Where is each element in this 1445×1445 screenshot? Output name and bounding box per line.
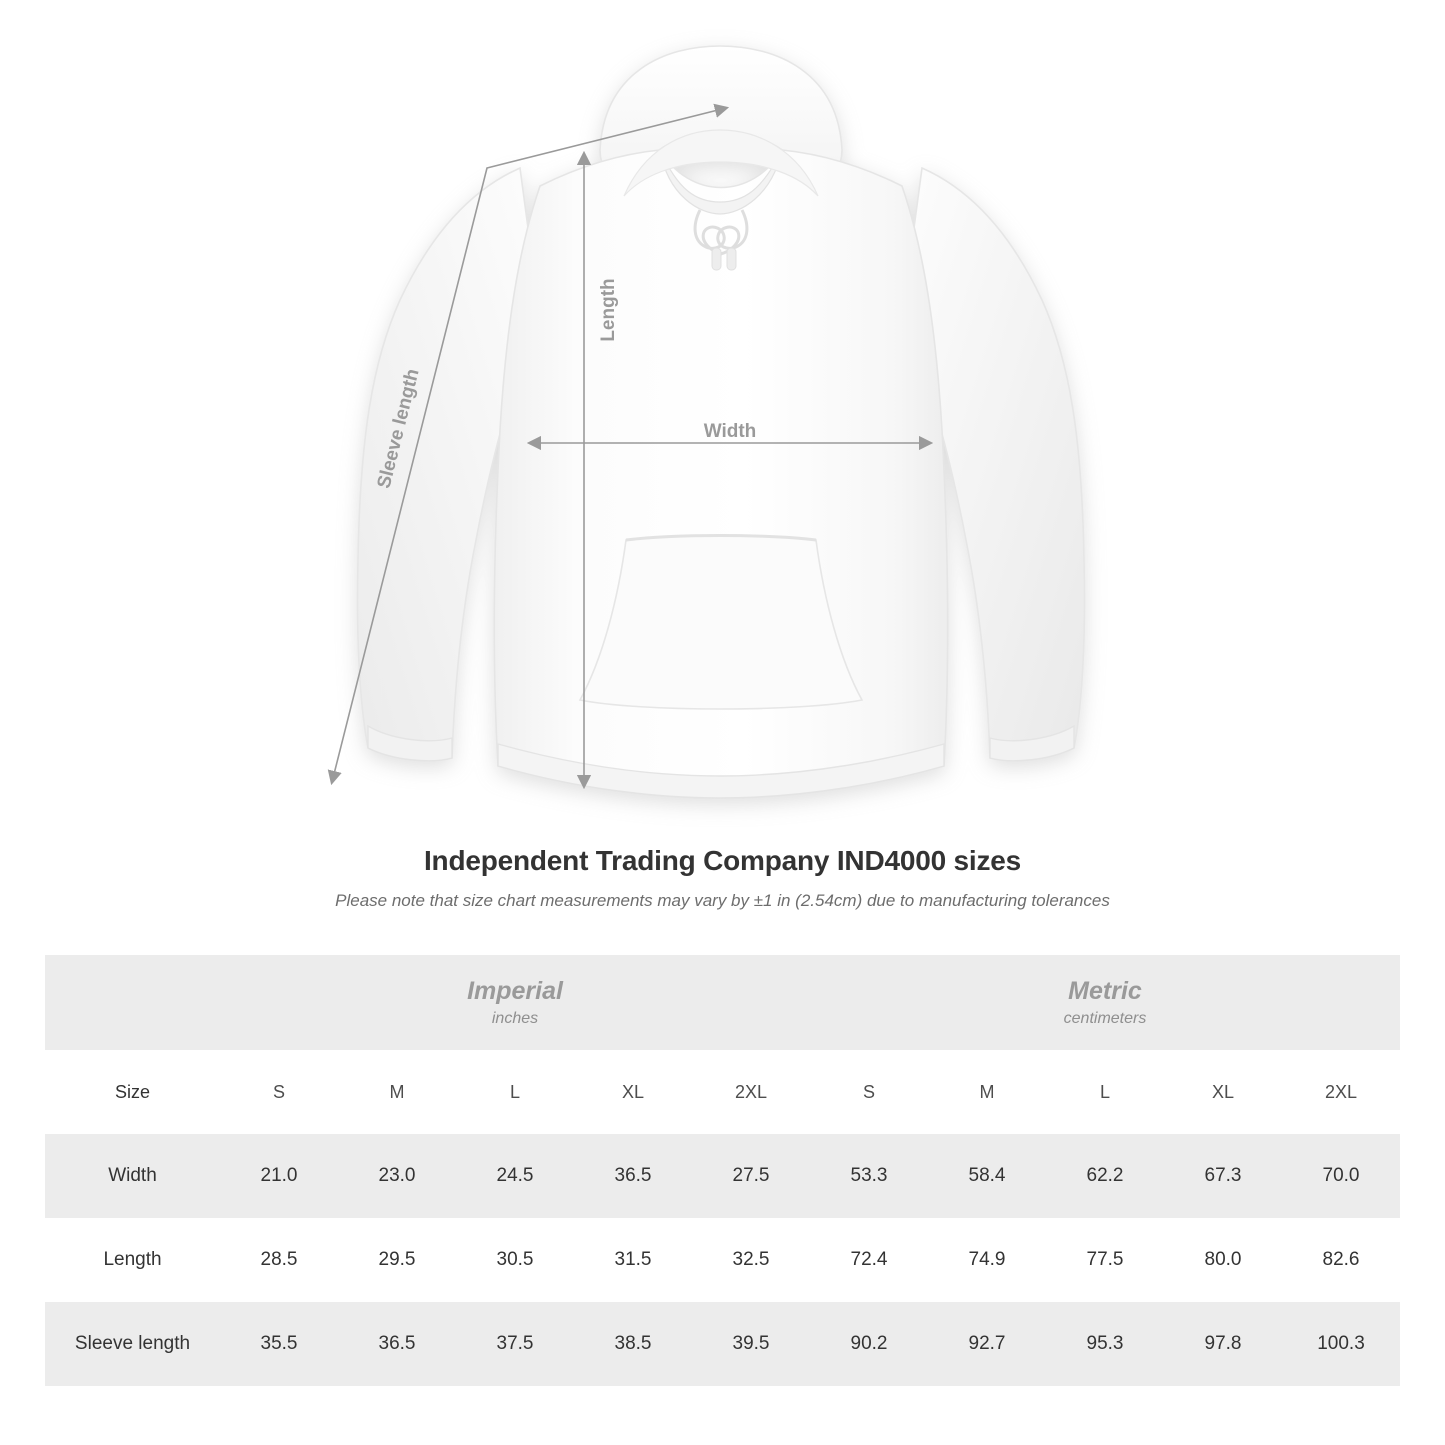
width-label: Width <box>703 421 757 442</box>
cell-sleeve-l-cm: 95.3 <box>1086 1333 1124 1354</box>
cell-sleeve-2xl-cm: 100.3 <box>1317 1333 1365 1354</box>
size-header-2xl-imperial: 2XL <box>734 1081 768 1102</box>
cell-length-l-cm: 77.5 <box>1086 1249 1124 1270</box>
cell-width-s-cm: 53.3 <box>850 1165 888 1186</box>
size-header-m-metric: M <box>979 1081 995 1102</box>
cell-width-xl-in: 36.5 <box>614 1165 652 1186</box>
unit-group-metric-name: Metric <box>1068 977 1142 1006</box>
cell-width-l-cm: 62.2 <box>1086 1165 1124 1186</box>
size-header-s-imperial: S <box>272 1081 285 1102</box>
table-corner-label: Size <box>114 1081 150 1102</box>
cell-sleeve-xl-cm: 97.8 <box>1204 1333 1242 1354</box>
cell-length-s-cm: 72.4 <box>850 1249 888 1270</box>
sleeve-length-label: Sleeve length <box>373 366 424 491</box>
cell-sleeve-s-in: 35.5 <box>260 1333 298 1354</box>
unit-header-row <box>45 955 1400 1050</box>
cell-length-l-in: 30.5 <box>496 1249 534 1270</box>
row-label-width: Width <box>108 1165 157 1186</box>
cell-width-m-in: 23.0 <box>378 1165 416 1186</box>
cell-length-m-in: 29.5 <box>378 1249 416 1270</box>
cell-length-m-cm: 74.9 <box>968 1249 1006 1270</box>
length-label: Length <box>598 278 619 342</box>
row-label-sleeve-length: Sleeve length <box>74 1333 191 1354</box>
size-header-m-imperial: M <box>389 1081 405 1102</box>
cell-width-2xl-cm: 70.0 <box>1322 1165 1360 1186</box>
size-header-s-metric: S <box>862 1081 875 1102</box>
cell-width-s-in: 21.0 <box>260 1165 298 1186</box>
title-block <box>0 845 1445 911</box>
cell-sleeve-s-cm: 90.2 <box>850 1333 888 1354</box>
unit-group-metric-sub: centimeters <box>1063 1009 1147 1027</box>
unit-group-imperial <box>220 955 810 1050</box>
cell-length-s-in: 28.5 <box>260 1249 298 1270</box>
cell-width-m-cm: 58.4 <box>968 1165 1006 1186</box>
size-header-row <box>45 1050 1400 1134</box>
cell-sleeve-m-cm: 92.7 <box>968 1333 1006 1354</box>
table-row <box>45 1218 1400 1302</box>
page-title: Independent Trading Company IND4000 sizes <box>423 845 1022 876</box>
cell-sleeve-m-in: 36.5 <box>378 1333 416 1354</box>
unit-group-imperial-sub: inches <box>491 1009 539 1027</box>
cell-sleeve-xl-in: 38.5 <box>614 1333 652 1354</box>
size-header-l-metric: L <box>1099 1081 1110 1102</box>
size-header-xl-metric: XL <box>1211 1081 1235 1102</box>
table-row <box>45 1302 1400 1386</box>
cell-sleeve-2xl-in: 39.5 <box>732 1333 770 1354</box>
cell-width-xl-cm: 67.3 <box>1204 1165 1242 1186</box>
unit-group-imperial-name: Imperial <box>467 977 563 1006</box>
cell-length-2xl-cm: 82.6 <box>1322 1249 1360 1270</box>
size-header-xl-imperial: XL <box>621 1081 645 1102</box>
unit-group-metric <box>810 955 1400 1050</box>
size-header-2xl-metric: 2XL <box>1324 1081 1358 1102</box>
unit-header-spacer <box>45 955 220 1050</box>
size-header-l-imperial: L <box>509 1081 520 1102</box>
cell-sleeve-l-in: 37.5 <box>496 1333 534 1354</box>
cell-length-2xl-in: 32.5 <box>732 1249 770 1270</box>
cell-width-2xl-in: 27.5 <box>732 1165 770 1186</box>
row-label-length: Length <box>103 1249 162 1270</box>
tolerance-note: Please note that size chart measurements may vary by ±1 in (2.54cm) due to manufacturing tolerances <box>335 891 1110 910</box>
cell-width-l-in: 24.5 <box>496 1165 534 1186</box>
cell-length-xl-cm: 80.0 <box>1204 1249 1242 1270</box>
size-table <box>45 955 1400 1386</box>
cell-length-xl-in: 31.5 <box>614 1249 652 1270</box>
table-row <box>45 1134 1400 1218</box>
